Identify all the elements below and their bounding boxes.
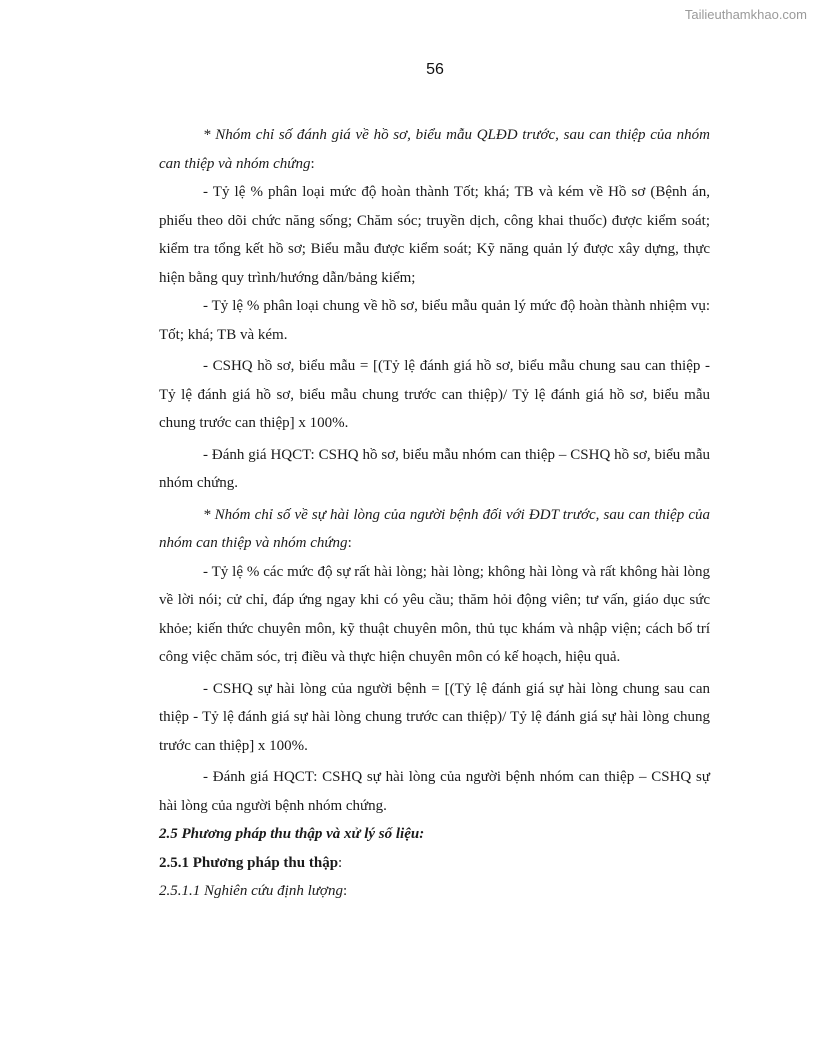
criteria-group-satisfaction-heading: * Nhóm chỉ số về sự hài lòng của người bệnh đối với ĐDT trước, sau can thiệp của nhóm can thiệp và nhóm chứng: [159,506,710,551]
records-rate-general: - Tỷ lệ % phân loại chung về hồ sơ, biểu mẫu quản lý mức độ hoàn thành nhiệm vụ: Tốt; khá; TB và kém. [159,298,710,343]
satisfaction-hqct-evaluation: - Đánh giá HQCT: CSHQ sự hài lòng của người bệnh nhóm can thiệp – CSHQ sự hài lòng của người bệnh nhóm chứng. [159,769,710,814]
section-heading-2-5: 2.5 Phương pháp thu thập và xử lý số liệu: [159,826,425,842]
satisfaction-cshq-formula: - CSHQ sự hài lòng của người bệnh = [(Tỷ lệ đánh giá sự hài lòng chung sau can thiệp - Tỷ lệ đánh giá sự hài lòng chung trước can thiệp)/ Tỷ lệ đánh giá sự hài lòng chung trước can thiệp] x 100%. [159,680,710,754]
watermark: Tailieuthamkhao.com [684,7,807,22]
criteria-group-records-heading: * Nhóm chỉ số đánh giá về hồ sơ, biểu mẫu QLĐD trước, sau can thiệp của nhóm can thiệp và nhóm chứng: [159,127,710,172]
records-cshq-formula: - CSHQ hồ sơ, biểu mẫu = [(Tỷ lệ đánh giá hồ sơ, biểu mẫu chung sau can thiệp - Tỷ lệ đánh giá hồ sơ, biểu mẫu chung trước can thiệp)/ Tỷ lệ đánh giá hồ sơ, biểu mẫu chung trước can thiệp] x 100%. [159,358,710,431]
page-number: 56 [426,61,444,78]
section-heading-2-5-1: 2.5.1 Phương pháp thu thập: [159,854,343,871]
satisfaction-rate-by-level: - Tỷ lệ % các mức độ sự rất hài lòng; hài lòng; không hài lòng và rất không hài lòng về lời nói; cử chỉ, đáp ứng ngay khi có yêu cầu; thăm hỏi động viên; tư vấn, giáo dục sức khỏe; kiến thức chuyên môn, kỹ thuật chuyên môn, thủ tục khám và nhập viện; cách bố trí công việc chăm sóc, trị điều và thực hiện chuyên môn có kế hoạch, hiệu quả. [159,563,710,665]
section-heading-2-5-1-1: 2.5.1.1 Nghiên cứu định lượng: [159,883,348,899]
page-body [159,121,710,906]
records-hqct-evaluation: - Đánh giá HQCT: CSHQ hồ sơ, biểu mẫu nhóm can thiệp – CSHQ hồ sơ, biểu mẫu nhóm chứng. [159,446,710,491]
records-rate-by-level: - Tỷ lệ % phân loại mức độ hoàn thành Tốt; khá; TB và kém về Hồ sơ (Bệnh án, phiếu theo dõi chức năng sống; Chăm sóc; truyền dịch, công khai thuốc) được kiểm soát; kiểm tra tổng kết hồ sơ; Biểu mẫu được kiểm soát; Kỹ năng quản lý được xây dựng, thực hiện bằng quy trình/hướng dẫn/bảng kiểm; [159,184,710,286]
